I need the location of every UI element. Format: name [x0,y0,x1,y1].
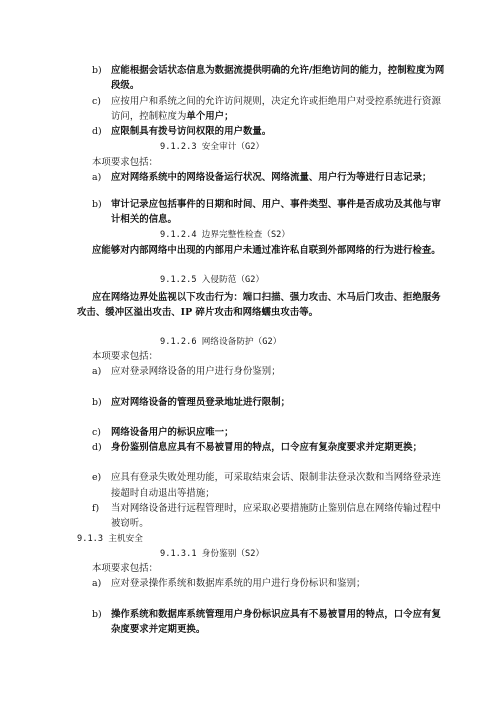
list-marker: c) [92,96,101,107]
text-line: 操作系统和数据库系统管理用户身份标识应具有不易被冒用的特点，口令应有复 [111,609,441,620]
text-segment-bold: 单个用户； [186,111,234,122]
section-heading: 9.1.2.5 入侵防范（G2） [160,275,265,285]
text-line: 应对网络系统中的网络设备运行状况、网络流量、用户行为等进行日志记录； [111,172,432,183]
text-line: 应对登录操作系统和数据库系统的用户进行身份标识和鉴别； [111,578,366,589]
text-line: 应对登录网络设备的用户进行身份鉴别； [111,366,281,377]
list-marker: d) [92,442,102,453]
section-heading: 9.1.3 主机安全 [77,534,143,544]
section-heading: 9.1.2.4 边界完整性检查（S2） [160,230,291,240]
list-marker: b) [92,65,102,76]
list-marker: b) [92,199,102,210]
list-marker: a) [92,366,102,377]
text-line: 身份鉴别信息应具有不易被冒用的特点，口令应有复杂度要求并定期更换； [111,442,423,453]
text-line: 段级。 [111,80,140,91]
text-line: 应按用户和系统之间的允许访问规则，决定允许或拒绝用户对受控系统进行资源 [111,96,441,107]
text-line: 接超时自动退出等措施； [111,488,215,499]
list-marker: d) [92,126,102,137]
list-marker: c) [92,427,101,438]
section-heading: 9.1.2.6 网络设备防护（G2） [160,337,282,347]
text-line: 被窃听。 [111,518,149,529]
text-line: 攻击、缓冲区溢出攻击、IP 碎片攻击和网络蠕虫攻击等。 [77,307,319,318]
text-line: 网络设备用户的标识应唯一； [111,427,234,438]
section-heading: 9.1.3.1 身份鉴别（S2） [160,549,265,559]
list-marker: b) [92,609,102,620]
text-line: 应对网络设备的管理员登录地址进行限制； [111,397,291,408]
text-line: 本项要求包括： [92,157,158,168]
list-marker: a) [92,578,102,589]
list-marker: b) [92,397,102,408]
text-line: 应在网络边界处监视以下攻击行为：端口扫描、强力攻击、木马后门攻击、拒绝服务 [92,292,441,303]
text-line: 杂度要求并定期更换。 [111,624,206,635]
section-heading: 9.1.2.3 安全审计（G2） [160,142,265,152]
text-line: 本项要求包括： [92,563,158,574]
text-line: 本项要求包括： [92,351,158,362]
list-marker: a) [92,172,102,183]
list-marker: f) [92,503,100,514]
text-line: 应能够对内部网络中出现的内部用户未通过准许私自联到外部网络的行为进行检查。 [92,245,441,256]
list-marker: e) [92,472,102,483]
text-line: 应能根据会话状态信息为数据流提供明确的允许/拒绝访问的能力，控制粒度为网 [111,65,445,76]
text-line [111,111,234,123]
text-line: 审计记录应包括事件的日期和时间、用户、事件类型、事件是否成功及其他与审 [111,199,441,210]
text-line: 应限制具有拨号访问权限的用户数量。 [111,126,272,137]
text-segment: 访问，控制粒度为 [111,111,187,122]
text-line: 当对网络设备进行远程管理时，应采取必要措施防止鉴别信息在网络传输过程中 [111,503,441,514]
text-line: 计相关的信息。 [111,214,177,225]
text-line: 应具有登录失败处理功能，可采取结束会话、限制非法登录次数和当网络登录连 [111,472,441,483]
